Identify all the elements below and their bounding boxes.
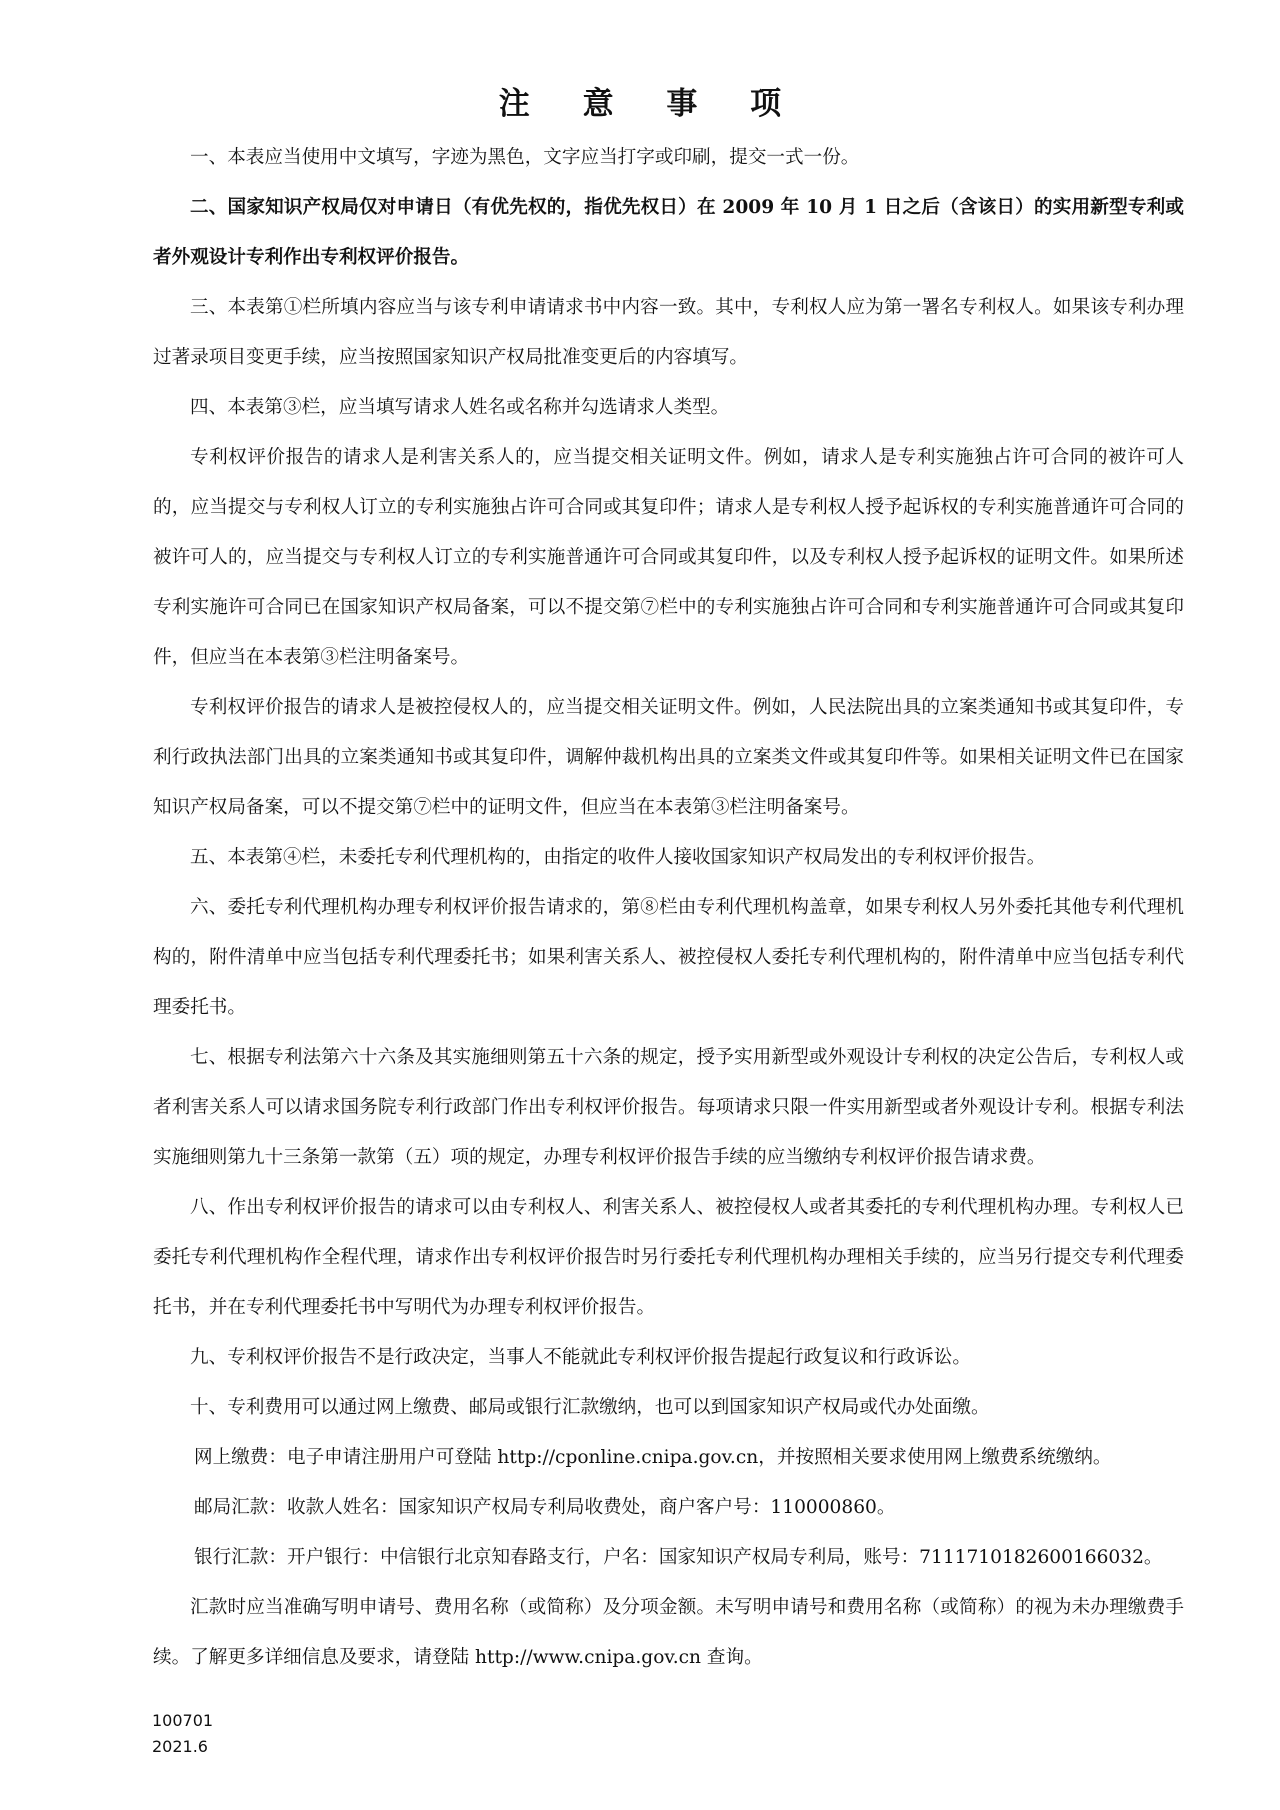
form-code: 100701 <box>152 1711 214 1730</box>
bank-remittance-note: 银行汇款：开户银行：中信银行北京知春路支行，户名：国家知识产权局专利局，账号：7111710182600166032。 <box>194 1547 1163 1568</box>
notice-item-1: 一、本表应当使用中文填写，字迹为黑色，文字应当打字或印刷，提交一式一份。 <box>190 147 860 168</box>
notice-item-10: 十、专利费用可以通过网上缴费、邮局或银行汇款缴纳，也可以到国家知识产权局或代办处面缴。 <box>190 1397 990 1418</box>
notice-item-4-interested-party: 专利权评价报告的请求人是利害关系人的，应当提交相关证明文件。例如，请求人是专利实施独占许可合同的被许可人的，应当提交与专利权人订立的专利实施独占许可合同或其复印件；请求人是专利权人授予起诉权的专利实施普通许可合同的被许可人的，应当提交与专利权人订立的专利实施普通许可合同或其复印件，以及专利权人授予起诉权的证明文件。如果所述专利实施许可合同已在国家知识产权局备案，可以不提交第⑦栏中的专利实施独占许可合同和专利实施普通许可合同或其复印件，但应当在本表第③栏注明备案号。 <box>153 447 1184 668</box>
notice-item-2: 二、国家知识产权局仅对申请日（有优先权的，指优先权日）在 2009 年 10 月 1 日之后（含该日）的实用新型专利或者外观设计专利作出专利权评价报告。 <box>153 197 1184 268</box>
notice-item-7: 七、根据专利法第六十六条及其实施细则第五十六条的规定，授予实用新型或外观设计专利权的决定公告后，专利权人或者利害关系人可以请求国务院专利行政部门作出专利权评价报告。每项请求只限一件实用新型或者外观设计专利。根据专利法实施细则第九十三条第一款第（五）项的规定，办理专利权评价报告手续的应当缴纳专利权评价报告请求费。 <box>153 1047 1184 1168</box>
postal-remittance-note: 邮局汇款：收款人姓名：国家知识产权局专利局收费处，商户客户号：110000860。 <box>194 1497 896 1518</box>
notice-item-5: 五、本表第④栏，未委托专利代理机构的，由指定的收件人接收国家知识产权局发出的专利权评价报告。 <box>190 847 1046 868</box>
form-version: 2021.6 <box>152 1737 208 1756</box>
notice-item-4: 四、本表第③栏，应当填写请求人姓名或名称并勾选请求人类型。 <box>190 397 730 418</box>
notice-item-8: 八、作出专利权评价报告的请求可以由专利权人、利害关系人、被控侵权人或者其委托的专利代理机构办理。专利权人已委托专利代理机构作全程代理，请求作出专利权评价报告时另行委托专利代理机构办理相关手续的，应当另行提交专利代理委托书，并在专利代理委托书中写明代为办理专利权评价报告。 <box>153 1197 1184 1318</box>
form-footer <box>152 1708 213 1760</box>
notice-body <box>153 133 1184 1683</box>
notice-item-3: 三、本表第①栏所填内容应当与该专利申请请求书中内容一致。其中，专利权人应为第一署名专利权人。如果该专利办理过著录项目变更手续，应当按照国家知识产权局批准变更后的内容填写。 <box>153 297 1184 368</box>
remittance-instructions: 汇款时应当准确写明申请号、费用名称（或简称）及分项金额。未写明申请号和费用名称（或简称）的视为未办理缴费手续。了解更多详细信息及要求，请登陆 http://www.cnipa.gov.cn 查询。 <box>153 1597 1184 1668</box>
notice-item-9: 九、专利权评价报告不是行政决定，当事人不能就此专利权评价报告提起行政复议和行政诉讼。 <box>190 1347 971 1368</box>
notice-item-4-accused-infringer: 专利权评价报告的请求人是被控侵权人的，应当提交相关证明文件。例如，人民法院出具的立案类通知书或其复印件，专利行政执法部门出具的立案类通知书或其复印件，调解仲裁机构出具的立案类文件或其复印件等。如果相关证明文件已在国家知识产权局备案，可以不提交第⑦栏中的证明文件，但应当在本表第③栏注明备案号。 <box>153 697 1184 818</box>
page-title: 注 意 事 项 <box>498 86 803 122</box>
notice-item-6: 六、委托专利代理机构办理专利权评价报告请求的，第⑧栏由专利代理机构盖章，如果专利权人另外委托其他专利代理机构的，附件清单中应当包括专利代理委托书；如果利害关系人、被控侵权人委托专利代理机构的，附件清单中应当包括专利代理委托书。 <box>153 897 1184 1018</box>
online-payment-note: 网上缴费：电子申请注册用户可登陆 http://cponline.cnipa.gov.cn，并按照相关要求使用网上缴费系统缴纳。 <box>194 1447 1112 1468</box>
